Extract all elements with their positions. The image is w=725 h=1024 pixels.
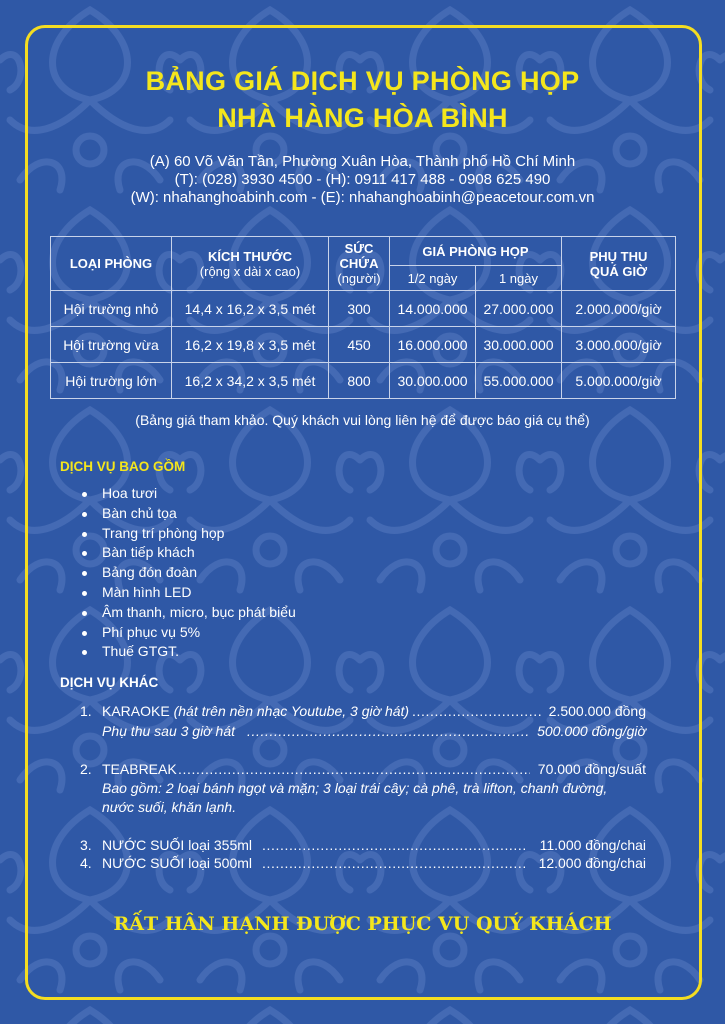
list-item: Âm thanh, micro, bục phát biểu	[82, 603, 296, 623]
bullet-icon	[82, 631, 87, 636]
phone-line: (T): (028) 3930 4500 - (H): 0911 417 488 - 0908 625 490	[174, 171, 551, 188]
cell-room: Hội trường nhỏ	[51, 291, 172, 327]
list-item: Màn hình LED	[82, 583, 296, 603]
water-500-price: 12.000 đồng/chai	[538, 855, 646, 871]
teabreak-row	[80, 759, 646, 779]
table-row	[51, 291, 676, 327]
karaoke-extra-row	[80, 721, 646, 741]
list-item: Phí phục vụ 5%	[82, 623, 296, 643]
bullet-icon	[82, 532, 87, 537]
dot-leader	[262, 853, 528, 873]
address-line: (A) 60 Võ Văn Tần, Phường Xuân Hòa, Thành phố Hồ Chí Minh	[149, 153, 576, 170]
list-item: Bàn chủ tọa	[82, 504, 296, 524]
header-size: KÍCH THƯỚC (rộng x dài x cao)	[172, 237, 329, 291]
cell-half-day: 14.000.000	[390, 291, 476, 327]
karaoke-price: 2.500.000 đồng	[548, 703, 646, 719]
price-note: (Bảng giá tham khảo. Quý khách vui lòng liên hệ để được báo giá cụ thể)	[135, 412, 590, 428]
included-heading: DỊCH VỤ BAO GỒM	[60, 459, 186, 474]
item-number: 4.	[80, 855, 92, 871]
bullet-icon	[82, 571, 87, 576]
dot-leader	[262, 835, 528, 855]
dot-leader	[247, 721, 530, 741]
cell-capacity: 450	[329, 327, 390, 363]
cell-room: Hội trường lớn	[51, 363, 172, 399]
other-services-heading: DỊCH VỤ KHÁC	[60, 675, 159, 690]
list-item: Thuế GTGT.	[82, 642, 296, 662]
header-full-day: 1 ngày	[476, 266, 562, 291]
cell-capacity: 800	[329, 363, 390, 399]
cell-size: 14,4 x 16,2 x 3,5 mét	[172, 291, 329, 327]
restaurant-name: NHÀ HÀNG HÒA BÌNH	[217, 103, 508, 133]
cell-room: Hội trường vừa	[51, 327, 172, 363]
header-half-day: 1/2 ngày	[390, 266, 476, 291]
web-email-line: (W): nhahanghoabinh.com - (E): nhahanghoabinh@peacetour.com.vn	[130, 189, 595, 206]
bullet-icon	[82, 591, 87, 596]
cell-half-day: 30.000.000	[390, 363, 476, 399]
price-table	[50, 236, 676, 399]
teabreak-desc-2: nước suối, khăn lạnh.	[102, 799, 237, 815]
footer-slogan: RẤT HÂN HẠNH ĐƯỢC PHỤC VỤ QUÝ KHÁCH	[113, 913, 612, 935]
cell-surcharge: 2.000.000/giờ	[562, 291, 676, 327]
water-355-price: 11.000 đồng/chai	[539, 837, 646, 853]
cell-capacity: 300	[329, 291, 390, 327]
item-number: 3.	[80, 837, 92, 853]
water-500-row	[80, 853, 646, 873]
dot-leader	[412, 701, 542, 721]
header-price: GIÁ PHÒNG HỌP	[390, 237, 562, 266]
list-item: Bàn tiếp khách	[82, 543, 296, 563]
list-item: Hoa tươi	[82, 484, 296, 504]
karaoke-extra-label: Phụ thu sau 3 giờ hát	[102, 723, 235, 739]
teabreak-price: 70.000 đồng/suất	[537, 761, 646, 777]
bullet-icon	[82, 650, 87, 655]
header-room-type: LOẠI PHÒNG	[51, 237, 172, 291]
cell-full-day: 30.000.000	[476, 327, 562, 363]
cell-surcharge: 5.000.000/giờ	[562, 363, 676, 399]
water-355-row	[80, 835, 646, 855]
page-title: BẢNG GIÁ DỊCH VỤ PHÒNG HỌP	[145, 66, 580, 96]
included-list	[82, 484, 296, 662]
cell-size: 16,2 x 19,8 x 3,5 mét	[172, 327, 329, 363]
list-item: Bảng đón đoàn	[82, 563, 296, 583]
bullet-icon	[82, 551, 87, 556]
table-row	[51, 327, 676, 363]
cell-full-day: 27.000.000	[476, 291, 562, 327]
karaoke-row	[80, 701, 646, 721]
cell-half-day: 16.000.000	[390, 327, 476, 363]
table-row	[51, 363, 676, 399]
water-500-label: NƯỚC SUỐI loại 500ml	[102, 855, 253, 871]
cell-full-day: 55.000.000	[476, 363, 562, 399]
item-number: 2.	[80, 761, 92, 777]
bullet-icon	[82, 611, 87, 616]
header-capacity: SỨC CHỨA (người)	[329, 237, 390, 291]
header-surcharge: PHỤ THU QUÁ GIỜ	[562, 237, 676, 291]
karaoke-label: KARAOKE (hát trên nền nhạc Youtube, 3 giờ hát)	[102, 703, 410, 719]
teabreak-desc-1: Bao gồm: 2 loại bánh ngọt và mặn; 3 loại trái cây; cà phê, trà lifton, chanh đường,	[102, 780, 608, 796]
karaoke-extra-price: 500.000 đồng/giờ	[537, 723, 646, 739]
cell-surcharge: 3.000.000/giờ	[562, 327, 676, 363]
item-number: 1.	[80, 703, 92, 719]
bullet-icon	[82, 512, 87, 517]
teabreak-label: TEABREAK	[102, 761, 177, 777]
cell-size: 16,2 x 34,2 x 3,5 mét	[172, 363, 329, 399]
list-item: Trang trí phòng họp	[82, 524, 296, 544]
dot-leader	[178, 759, 530, 779]
bullet-icon	[82, 492, 87, 497]
water-355-label: NƯỚC SUỐI loại 355ml	[102, 837, 253, 853]
